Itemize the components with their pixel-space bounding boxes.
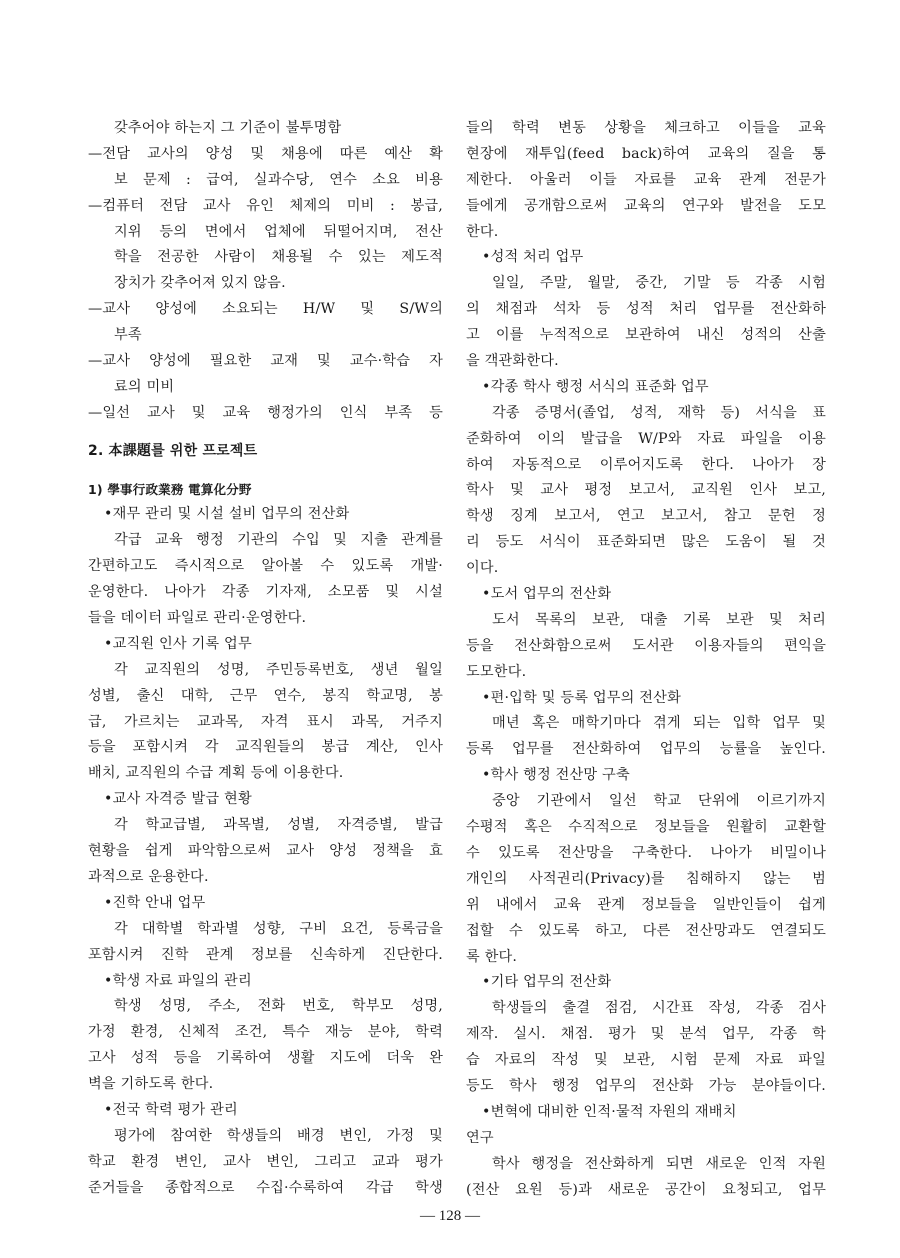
text-line: 각종 증명서(졸업, 성적, 재학 등) 서식을 표 xyxy=(492,404,826,421)
text-line: 학사 및 교사 평정 보고서, 교직원 인사 보고, xyxy=(466,482,826,499)
text-line: 매년 혹은 매학기마다 겪게 되는 입학 업무 및 xyxy=(492,715,826,732)
text-line: (전산 요원 등)과 새로운 공간이 요청되고, 업무 xyxy=(466,1181,826,1198)
text-line: 각 교직원의 성명, 주민등록번호, 생년 월일 xyxy=(114,661,443,678)
page-number: — 128 — xyxy=(420,1208,480,1224)
text-line: 학생들의 출결 점검, 시간표 작성, 각종 검사 xyxy=(492,1000,826,1017)
text-line: 료의 미비 xyxy=(114,378,175,395)
text-line: 준화하여 이의 발급을 W/P와 자료 파일을 이용 xyxy=(466,430,826,447)
text-line: —교사 양성에 필요한 교재 및 교수·학습 자 xyxy=(88,353,443,370)
bullet-heading: •학사 행정 전산망 구축 xyxy=(482,767,630,784)
text-line: 간편하고도 즉시적으로 알아볼 수 있도록 개발· xyxy=(88,558,443,575)
text-line: 준거들을 종합적으로 수집·수록하여 각급 학생 xyxy=(88,1179,443,1196)
text-line: 등도 학사 행정 업무의 전산화 가능 분야들이다. xyxy=(466,1077,826,1094)
bullet-heading: •진학 안내 업무 xyxy=(104,894,206,911)
text-line: 장치가 갖추어져 있지 않음. xyxy=(114,275,286,292)
text-line: 도서 목록의 보관, 대출 기록 보관 및 처리 xyxy=(492,611,826,628)
text-line: 도모한다. xyxy=(466,663,527,680)
text-line: 학을 전공한 사람이 채용될 수 있는 제도적 xyxy=(114,249,443,266)
bullet-heading: •편·입학 및 등록 업무의 전산화 xyxy=(482,689,681,706)
text-line: 현장에 재투입(feed back)하여 교육의 질을 통 xyxy=(466,145,826,162)
text-line: 수평적 혹은 수직적으로 정보들을 원활히 교환할 xyxy=(466,819,826,836)
text-line: 갖추어야 하는지 그 기준이 불투명함 xyxy=(114,120,342,136)
text-line: 접할 수 있도록 하고, 다른 전산망과도 연결되도 xyxy=(466,922,826,939)
text-line: 연구 xyxy=(466,1129,494,1146)
text-line: 각 대학별 학과별 성향, 구비 요건, 등록금을 xyxy=(114,920,443,937)
text-line: 고사 성적 등을 기록하여 생활 지도에 더욱 완 xyxy=(88,1050,443,1067)
section-heading: 2. 本課題를 위한 프로젝트 xyxy=(88,442,258,459)
text-line: 개인의 사적권리(Privacy)를 침해하지 않는 범 xyxy=(466,870,826,887)
right-column xyxy=(466,116,826,1203)
text-line: —컴퓨터 전담 교사 유인 체제의 미비 : 봉급, xyxy=(88,197,443,214)
bullet-heading: •기타 업무의 전산화 xyxy=(482,974,612,991)
left-column xyxy=(88,116,443,1202)
text-line: 리 등도 서식이 표준화되면 많은 도움이 될 것 xyxy=(466,534,826,551)
text-line: 수 있도록 전산망을 구축한다. 나아가 비밀이나 xyxy=(466,844,826,861)
text-line: 포함시켜 진학 관계 정보를 신속하게 진단한다. xyxy=(88,946,443,963)
text-line: 등을 전산화함으로써 도서관 이용자들의 편익을 xyxy=(466,637,826,654)
text-line: 중앙 기관에서 일선 학교 단위에 이르기까지 xyxy=(492,793,826,810)
text-line: 일일, 주말, 월말, 중간, 기말 등 각종 시험 xyxy=(492,275,826,292)
text-line: 습 자료의 작성 및 보관, 시험 문제 자료 파일 xyxy=(466,1052,826,1069)
bullet-heading: •학생 자료 파일의 관리 xyxy=(104,972,252,989)
text-line: 한다. xyxy=(466,223,499,240)
text-line: 등록 업무를 전산화하여 업무의 능률을 높인다. xyxy=(466,741,826,758)
text-line: —교사 양성에 소요되는 H/W 및 S/W의 xyxy=(88,301,443,318)
text-line: 각 학교급별, 과목별, 성별, 자격증별, 발급 xyxy=(114,817,443,834)
text-line: 위 내에서 교육 관계 정보들을 일반인들이 쉽게 xyxy=(466,896,826,913)
text-line: 록 한다. xyxy=(466,948,518,965)
bullet-heading: •전국 학력 평가 관리 xyxy=(104,1101,238,1118)
text-line: 보 문제 : 급여, 실과수당, 연수 소요 비용 xyxy=(114,171,443,188)
text-line: 지위 등의 면에서 업체에 뒤떨어지며, 전산 xyxy=(114,223,443,240)
text-line: 들의 학력 변동 상황을 체크하고 이들을 교육 xyxy=(466,120,826,136)
text-line: 벽을 기하도록 한다. xyxy=(88,1076,214,1093)
spacer xyxy=(88,465,443,477)
bullet-heading: •교사 자격증 발급 현황 xyxy=(104,791,252,808)
text-line: 들을 데이터 파일로 관리·운영한다. xyxy=(88,610,307,627)
text-line: 운영한다. 나아가 각종 기자재, 소모품 및 시설 xyxy=(88,584,443,601)
bullet-heading: •도서 업무의 전산화 xyxy=(482,586,612,603)
text-line: 하여 자동적으로 이루어지도록 한다. 나아가 장 xyxy=(466,456,826,473)
text-line: 평가에 참여한 학생들의 배경 변인, 가정 및 xyxy=(114,1127,443,1144)
text-line: 고 이를 누적적으로 보관하여 내신 성적의 산출 xyxy=(466,327,826,344)
bullet-heading: •교직원 인사 기록 업무 xyxy=(104,635,252,652)
text-line: 학교 환경 변인, 교사 변인, 그리고 교과 평가 xyxy=(88,1153,443,1170)
text-line: 과적으로 운용한다. xyxy=(88,868,209,885)
text-line: 들에게 공개함으로써 교육의 연구와 발전을 도모 xyxy=(466,197,826,214)
text-line: 성별, 출신 대학, 근무 연수, 봉직 학교명, 봉 xyxy=(88,687,443,704)
spacer xyxy=(88,427,443,439)
bullet-heading: •각종 학사 행정 서식의 표준화 업무 xyxy=(482,378,709,395)
text-line: 이다. xyxy=(466,560,499,577)
text-line: 학사 행정을 전산화하게 되면 새로운 인적 자원 xyxy=(492,1155,826,1172)
text-line: 제한다. 아울러 이들 자료를 교육 관계 전문가 xyxy=(466,171,826,188)
text-line: 학생 성명, 주소, 전화 번호, 학부모 성명, xyxy=(114,998,443,1015)
text-line: 급, 가르치는 교과목, 자격 표시 과목, 거주지 xyxy=(88,713,443,730)
text-line: 가정 환경, 신체적 조건, 특수 재능 분야, 학력 xyxy=(88,1024,443,1041)
text-line: 의 채점과 석차 등 성적 처리 업무를 전산화하 xyxy=(466,301,826,318)
bullet-heading: •성적 처리 업무 xyxy=(482,249,584,266)
text-line: 을 객관화한다. xyxy=(466,353,559,370)
bullet-heading: •재무 관리 및 시설 설비 업무의 전산화 xyxy=(104,506,350,523)
text-line: 제작. 실시. 채점. 평가 및 분석 업무, 각종 학 xyxy=(466,1026,826,1043)
text-line: 각급 교육 행정 기관의 수입 및 지출 관계를 xyxy=(114,532,443,549)
text-line: 부족 xyxy=(114,327,142,344)
text-line: —전담 교사의 양성 및 채용에 따른 예산 확 xyxy=(88,145,443,162)
text-line: 배치, 교직원의 수급 계획 등에 이용한다. xyxy=(88,765,344,782)
text-line: —일선 교사 및 교육 행정가의 인식 부족 등 xyxy=(88,404,443,421)
bullet-heading: •변혁에 대비한 인적·물적 자원의 재배치 xyxy=(482,1103,737,1120)
text-line: 학생 징계 보고서, 연고 보고서, 참고 문헌 정 xyxy=(466,508,826,525)
text-line: 등을 포함시켜 각 교직원들의 봉급 계산, 인사 xyxy=(88,739,443,756)
text-line: 현황을 쉽게 파악함으로써 교사 양성 정책을 효 xyxy=(88,843,443,860)
subsection-heading: 1) 學事行政業務 電算化分野 xyxy=(88,481,252,497)
